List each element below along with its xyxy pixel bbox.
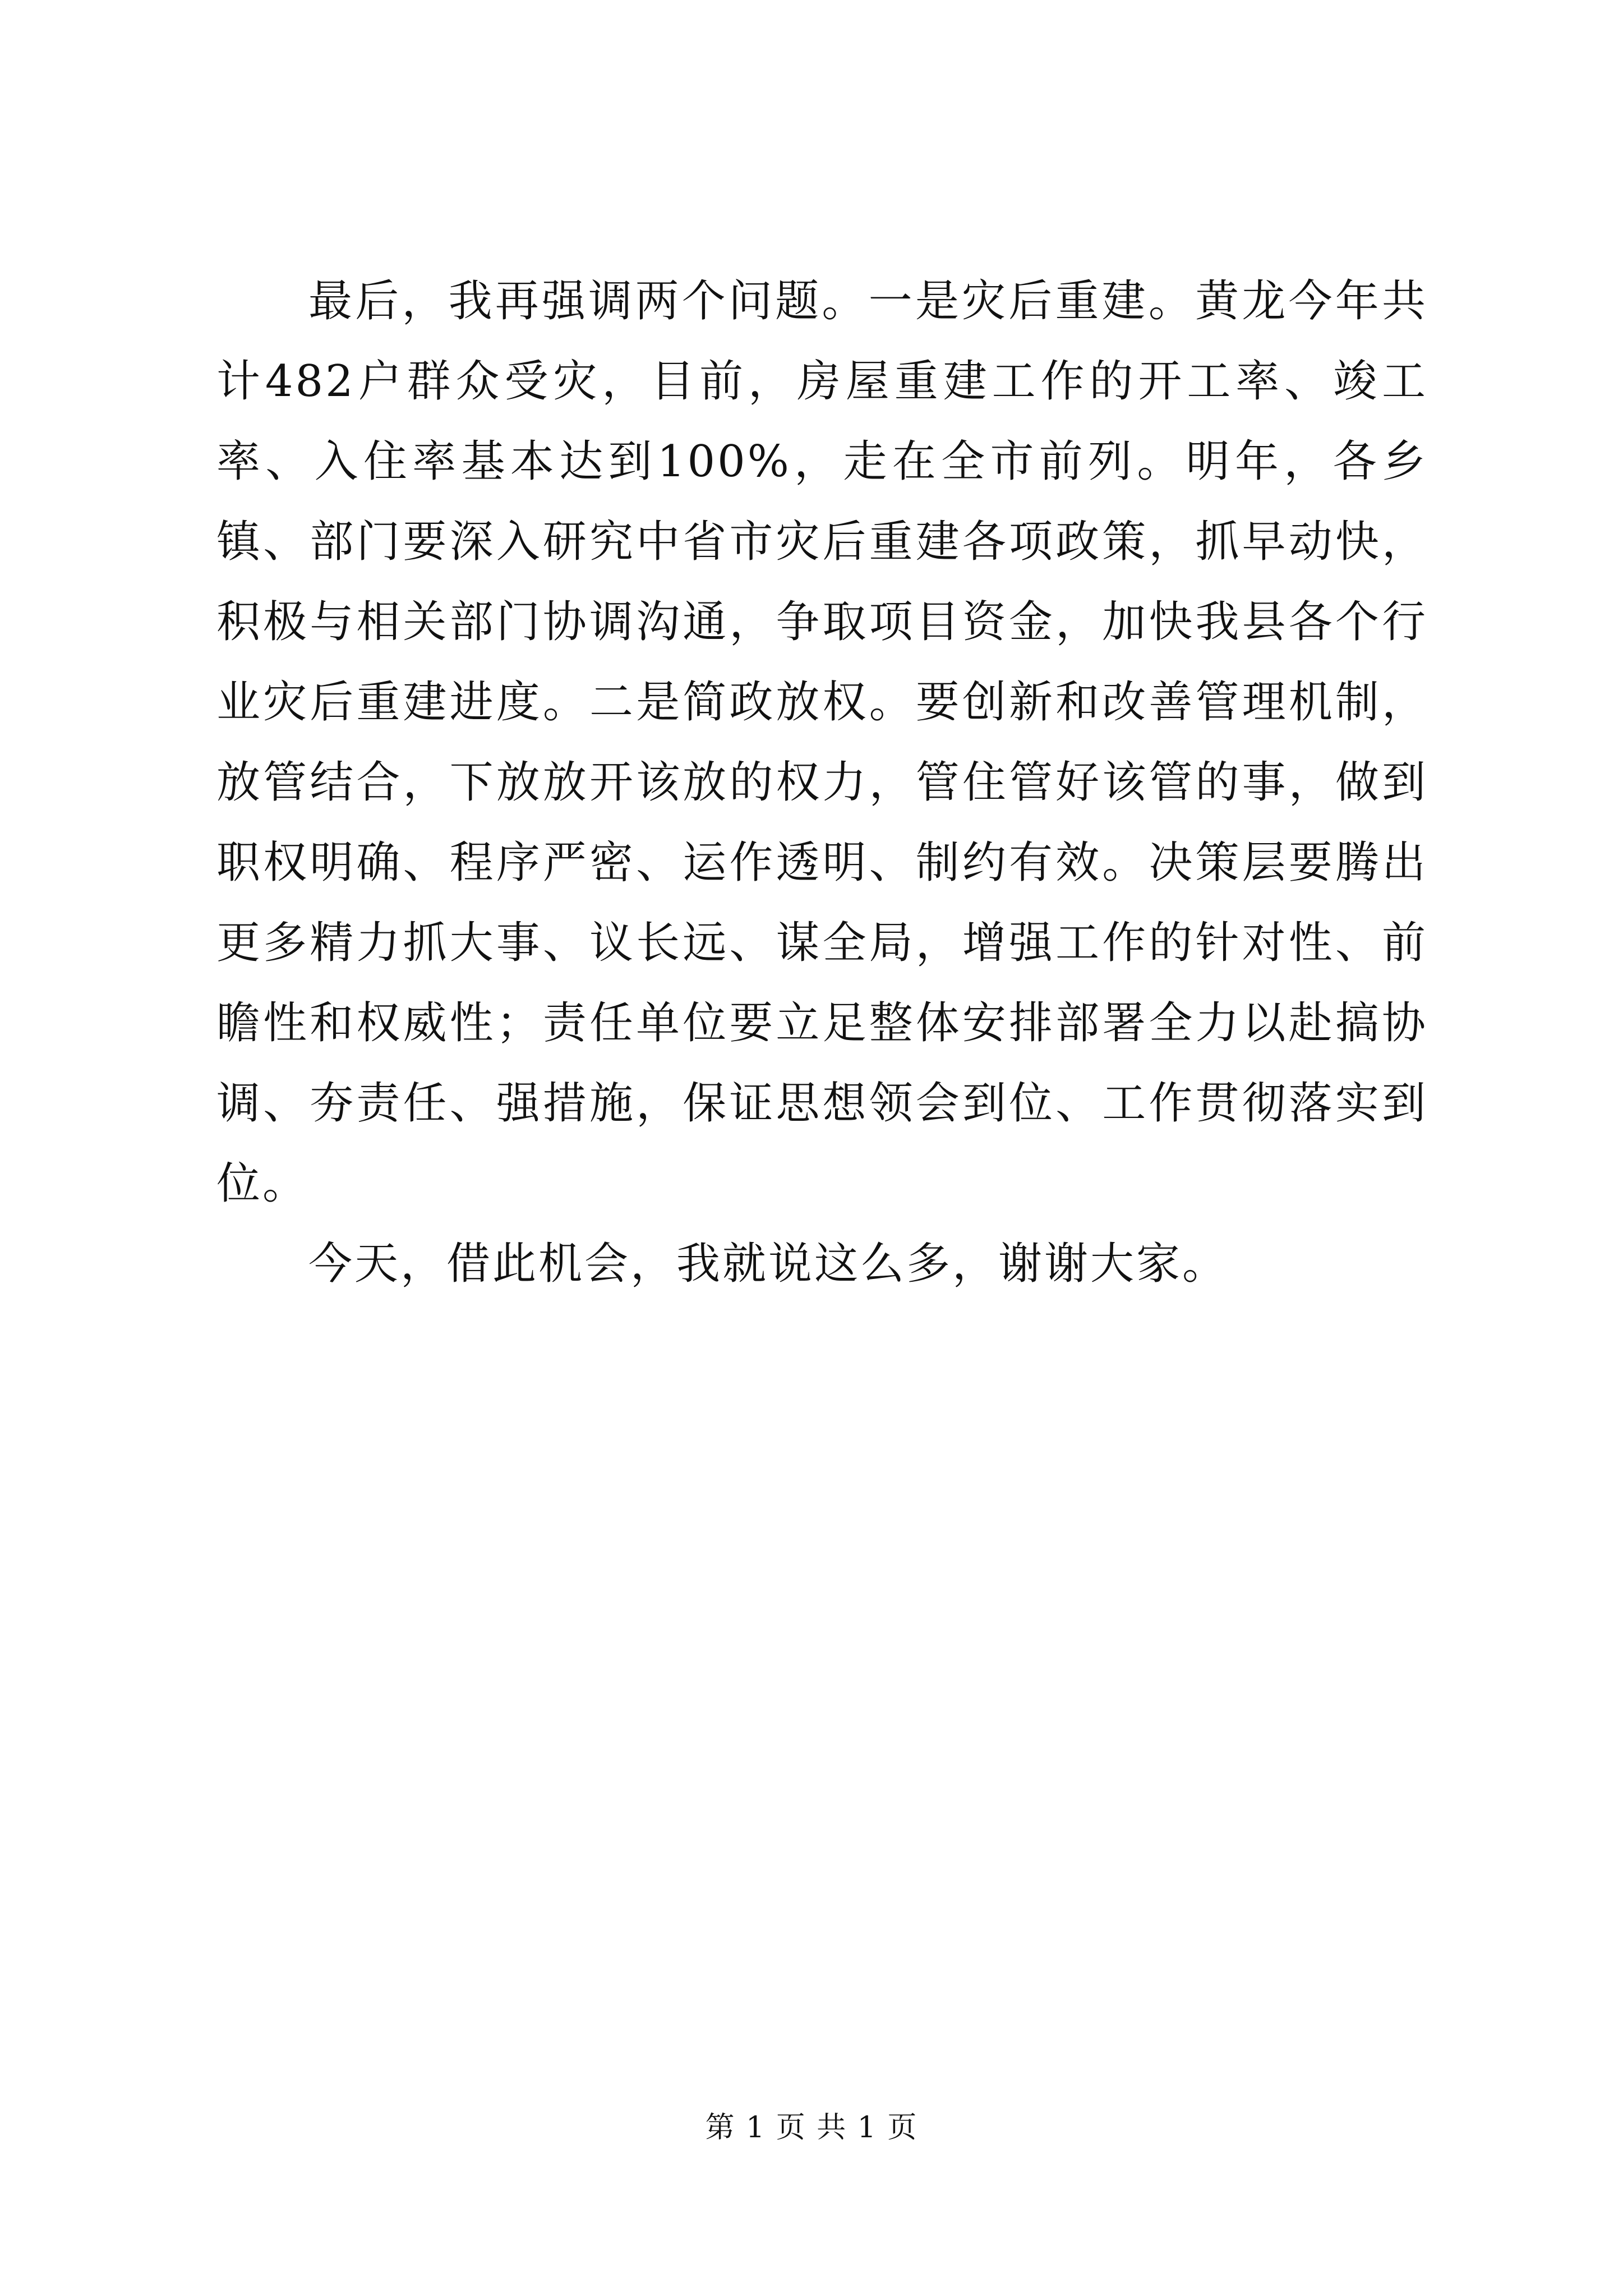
paragraph-closing: 今天，借此机会，我就说这么多，谢谢大家。 <box>308 1239 1229 1289</box>
paragraph-disaster-and-reform: 最后，我再强调两个问题。一是灾后重建。黄龙今年共计482户群众受灾，目前，房屋重建工作的开工率、竣工率、入住率基本达到100%，走在全市前列。明年，各乡镇、部门要深入研究中省市灾后重建各项政策，抓早动快，积极与相关部门协调沟通，争取项目资金，加快我县各个行业灾后重建进度。二是简政放权。要创新和改善管理机制，放管结合，下放放开该放的权力，管住管好该管的事，做到职权明确、程序严密、运作透明、制约有效。决策层要腾出更多精力抓大事、议长远、谋全局，增强工作的针对性、前瞻性和权威性；责任单位要立足整体安排部署全力以赴搞协调、夯责任、强措施，保证思想领会到位、工作贯彻落实到位。 <box>216 276 1428 1209</box>
page-footer: 第 1 页 共 1 页 <box>705 2111 918 2145</box>
document-body <box>216 261 1428 1304</box>
